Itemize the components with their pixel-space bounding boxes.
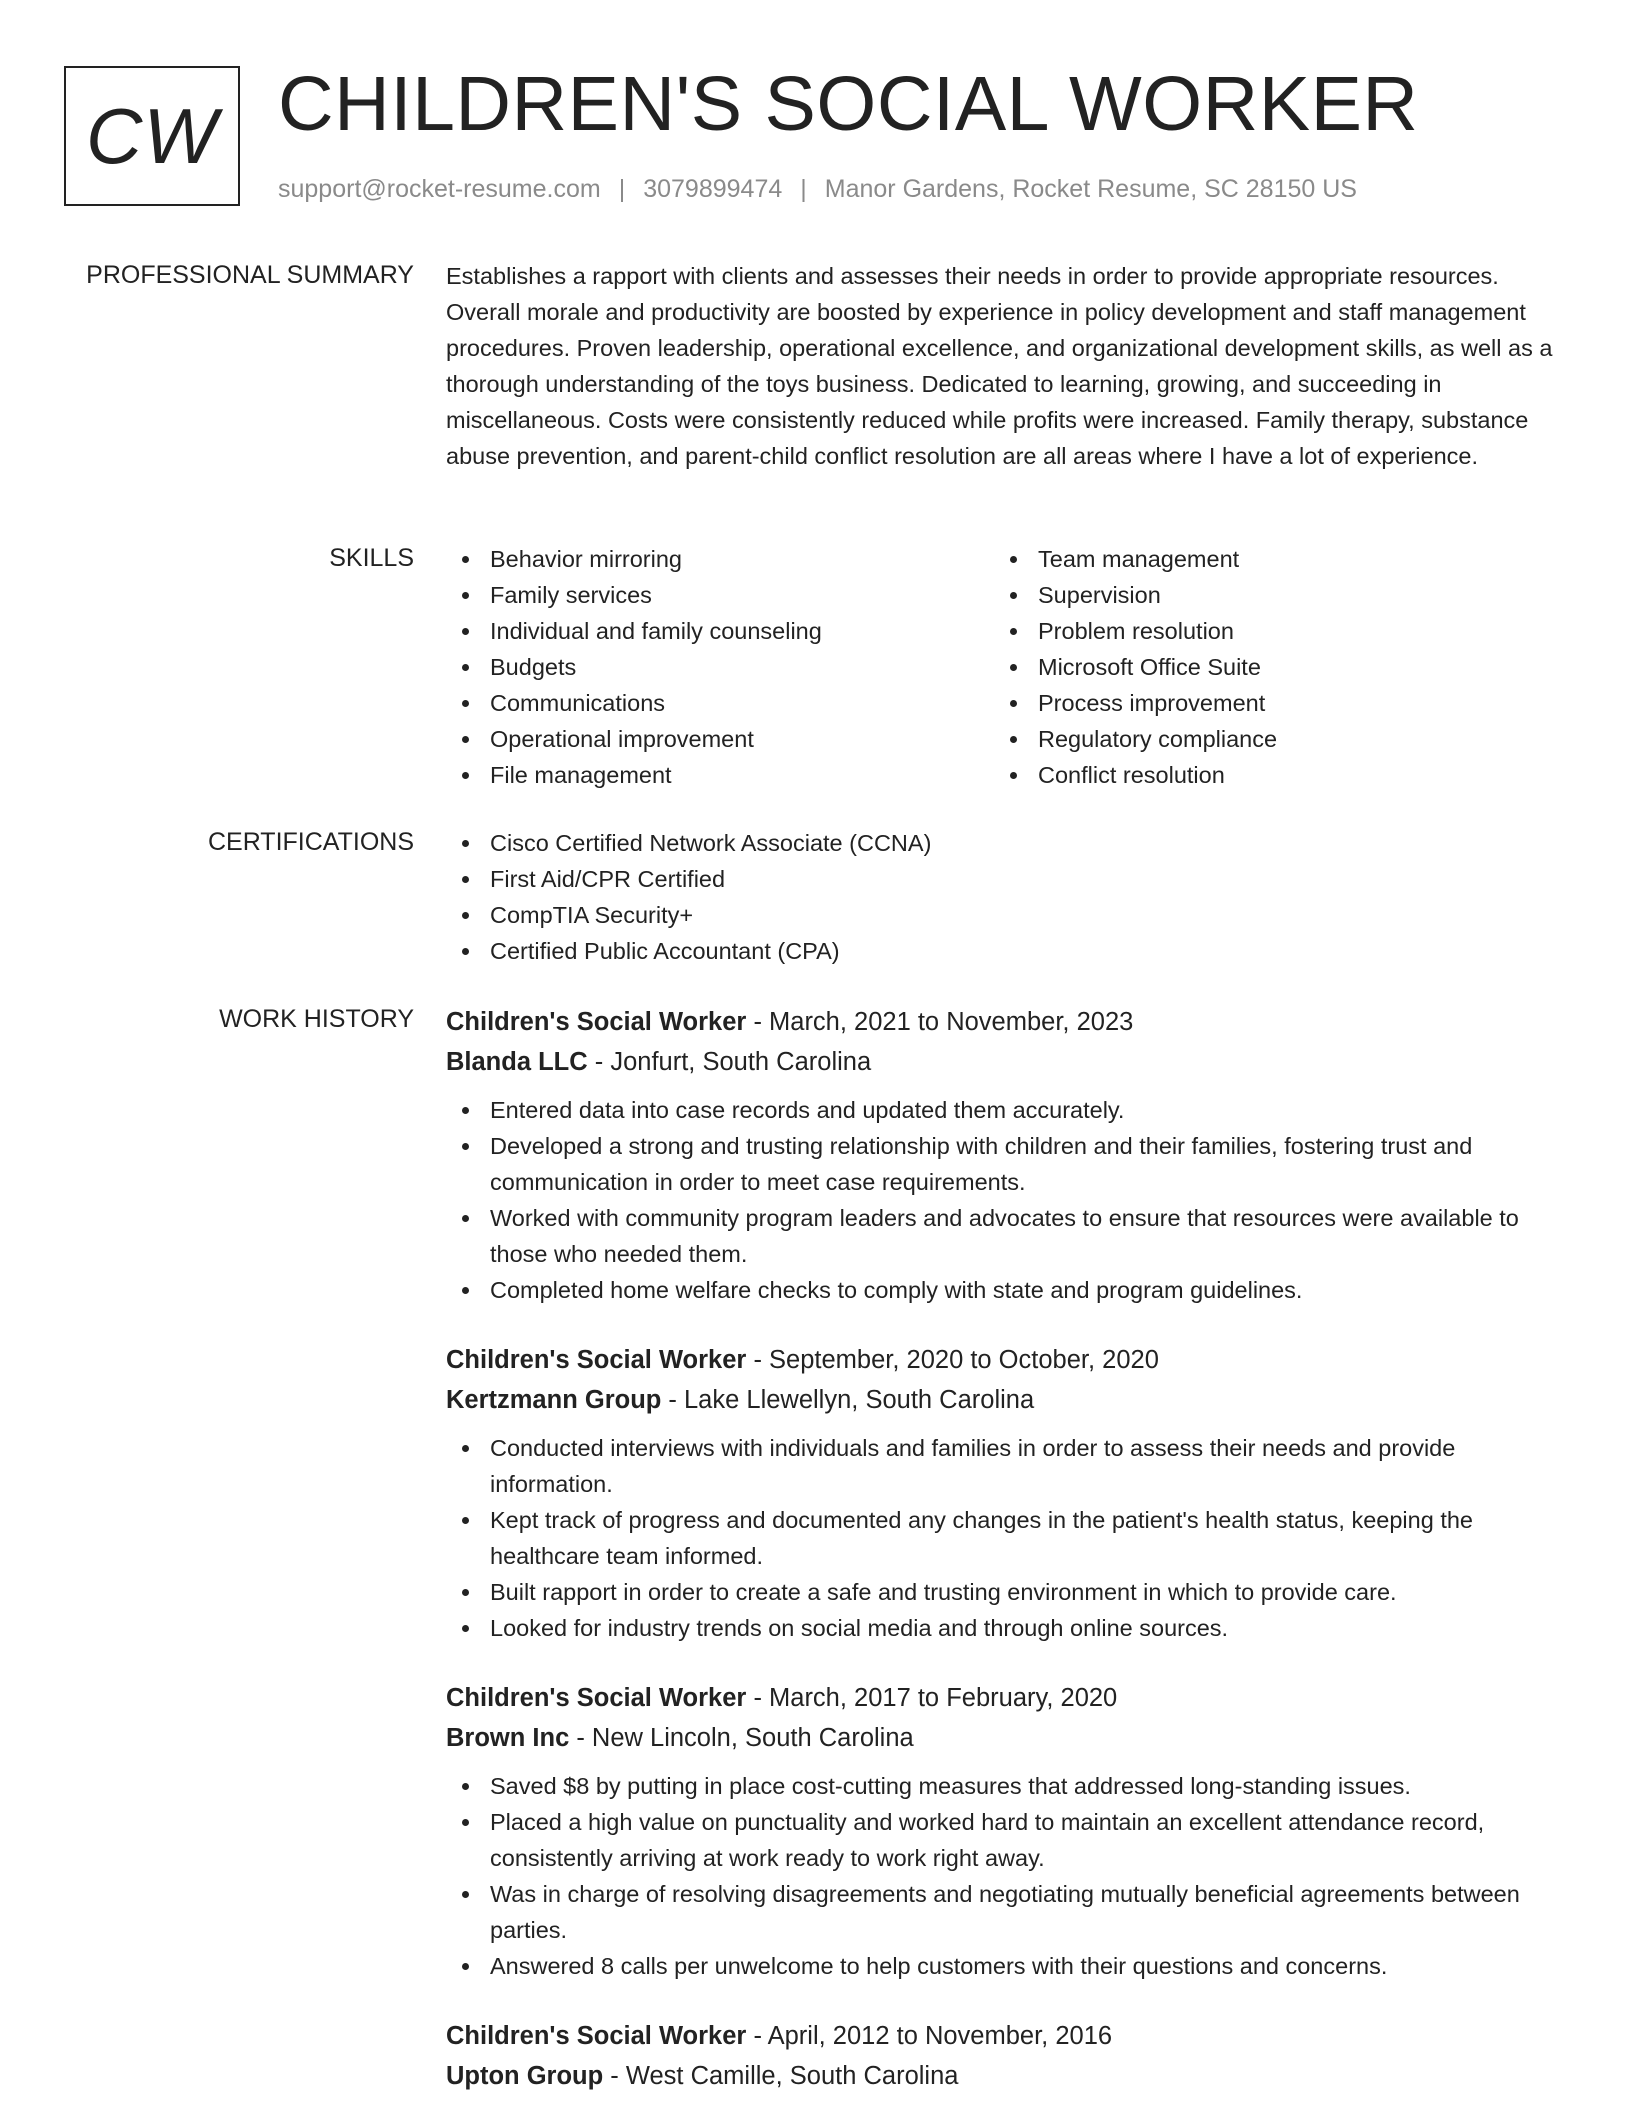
job-entry <box>446 1678 1566 1984</box>
monogram-initials: CW <box>86 91 218 180</box>
skill-item: Family services <box>446 577 994 613</box>
contact-separator: | <box>618 175 626 203</box>
section-label-certifications: CERTIFICATIONS <box>207 828 414 856</box>
job-title: Children's Social Worker <box>446 1008 747 1036</box>
skill-item: Conflict resolution <box>994 757 1542 793</box>
job-dates: - September, 2020 to October, 2020 <box>746 1346 1159 1374</box>
job-company: Blanda LLC <box>446 1048 588 1076</box>
job-title: Children's Social Worker <box>446 1684 747 1712</box>
job-dates: - March, 2017 to February, 2020 <box>746 1684 1118 1712</box>
job-company-line <box>446 2056 1566 2096</box>
certifications-body <box>446 825 1566 969</box>
skills-column-right <box>994 541 1542 793</box>
work-history-body <box>446 1002 1566 2128</box>
job-company: Kertzmann Group <box>446 1386 662 1414</box>
job-bullet: Placed a high value on punctuality and worked hard to maintain an excellent attendance record, consistently arriving at work ready to work right away. <box>446 1804 1566 1876</box>
resume-name: CHILDREN'S SOCIAL WORKER <box>278 61 1419 147</box>
skill-item: Behavior mirroring <box>446 541 994 577</box>
skill-item: Supervision <box>994 577 1542 613</box>
contact-line <box>278 175 1357 204</box>
summary-text: Establishes a rapport with clients and assesses their needs in order to provide appropriate resources. Overall morale and productivity are boosted by experience in policy development and staff management procedures. Proven leadership, operational excellence, and organizational development skills, as well as a thorough understanding of the toys business. Dedicated to learning, growing, and succeeding in miscellaneous. Costs were consistently reduced while profits were increased. Family therapy, substance abuse prevention, and parent-child conflict resolution are all areas where I have a lot of experience. <box>446 263 1553 469</box>
section-label-skills: SKILLS <box>329 544 414 572</box>
job-entry <box>446 1340 1566 1646</box>
skill-item: Process improvement <box>994 685 1542 721</box>
contact-address: Manor Gardens, Rocket Resume, SC 28150 US <box>824 175 1357 203</box>
job-entry <box>446 2016 1566 2096</box>
job-title-line <box>446 2016 1566 2056</box>
skill-item: Microsoft Office Suite <box>994 649 1542 685</box>
summary-body <box>446 258 1566 474</box>
job-bullet: Built rapport in order to create a safe and trusting environment in which to provide care. <box>446 1574 1566 1610</box>
skill-item: Budgets <box>446 649 994 685</box>
skill-item: Individual and family counseling <box>446 613 994 649</box>
job-title: Children's Social Worker <box>446 2022 747 2050</box>
certification-item: First Aid/CPR Certified <box>446 861 1566 897</box>
skill-item: Communications <box>446 685 994 721</box>
contact-email[interactable]: support@rocket-resume.com <box>278 175 601 203</box>
skill-item: Team management <box>994 541 1542 577</box>
job-company-line <box>446 1718 1566 1758</box>
job-bullet: Entered data into case records and updated them accurately. <box>446 1092 1566 1128</box>
certification-item: CompTIA Security+ <box>446 897 1566 933</box>
skill-item: Problem resolution <box>994 613 1542 649</box>
job-location: - New Lincoln, South Carolina <box>569 1724 914 1752</box>
contact-separator: | <box>800 175 807 203</box>
job-bullet: Conducted interviews with individuals and families in order to assess their needs and provide information. <box>446 1430 1566 1502</box>
job-bullet: Saved $8 by putting in place cost-cutting measures that addressed long-standing issues. <box>446 1768 1566 1804</box>
job-bullet: Worked with community program leaders and advocates to ensure that resources were available to those who needed them. <box>446 1200 1566 1272</box>
job-bullet: Kept track of progress and documented any changes in the patient's health status, keeping the healthcare team informed. <box>446 1502 1566 1574</box>
skill-item: Operational improvement <box>446 721 994 757</box>
job-title-line <box>446 1678 1566 1718</box>
job-dates: - April, 2012 to November, 2016 <box>746 2022 1113 2050</box>
job-title: Children's Social Worker <box>446 1346 747 1374</box>
job-company-line <box>446 1042 1566 1082</box>
section-label-work-history: WORK HISTORY <box>219 1005 414 1033</box>
certification-item: Certified Public Accountant (CPA) <box>446 933 1566 969</box>
skill-item: Regulatory compliance <box>994 721 1542 757</box>
job-company-line <box>446 1380 1566 1420</box>
job-location: - Jonfurt, South Carolina <box>587 1048 872 1076</box>
job-title-line <box>446 1002 1566 1042</box>
job-company: Upton Group <box>446 2062 604 2090</box>
skills-body <box>446 541 1566 793</box>
contact-phone[interactable]: 3079899474 <box>643 175 783 203</box>
section-label-summary: PROFESSIONAL SUMMARY <box>86 261 414 289</box>
job-company: Brown Inc <box>446 1724 570 1752</box>
job-bullet: Completed home welfare checks to comply with state and program guidelines. <box>446 1272 1566 1308</box>
skills-column-left <box>446 541 994 793</box>
monogram-box <box>64 66 240 206</box>
job-location: - West Camille, South Carolina <box>603 2062 959 2090</box>
job-title-line <box>446 1340 1566 1380</box>
job-bullet: Developed a strong and trusting relationship with children and their families, fostering trust and communication in order to meet case requirements. <box>446 1128 1566 1200</box>
job-entry <box>446 1002 1566 1308</box>
skill-item: File management <box>446 757 994 793</box>
job-bullet: Looked for industry trends on social media and through online sources. <box>446 1610 1566 1646</box>
job-dates: - March, 2021 to November, 2023 <box>746 1008 1134 1036</box>
job-bullet: Answered 8 calls per unwelcome to help customers with their questions and concerns. <box>446 1948 1566 1984</box>
certification-item: Cisco Certified Network Associate (CCNA) <box>446 825 1566 861</box>
job-bullet: Was in charge of resolving disagreements and negotiating mutually beneficial agreements between parties. <box>446 1876 1566 1948</box>
job-location: - Lake Llewellyn, South Carolina <box>661 1386 1035 1414</box>
